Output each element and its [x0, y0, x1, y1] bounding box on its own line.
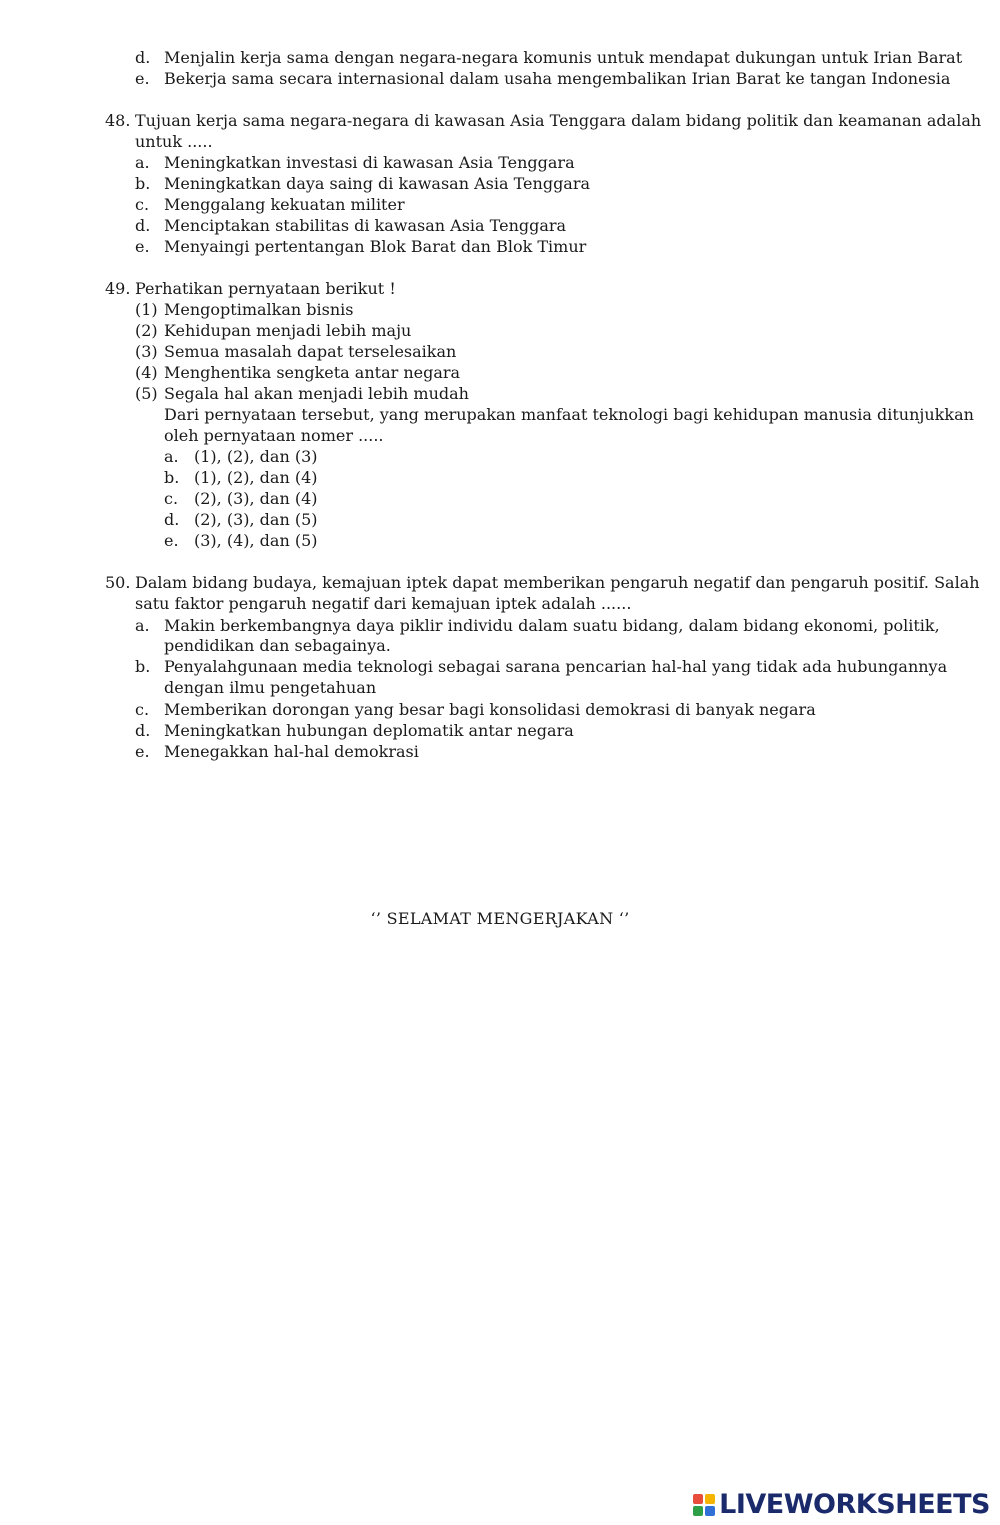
option-text: Menegakkan hal-hal demokrasi [164, 742, 419, 761]
option-text: Meningkatkan daya saing di kawasan Asia Tenggara [164, 174, 591, 193]
option-letter: c. [135, 195, 150, 214]
option-letter: b. [135, 657, 151, 676]
logo-square-green [693, 1506, 703, 1516]
option-letter: e. [135, 69, 150, 88]
option-letter: b. [135, 174, 151, 193]
option-letter: a. [164, 447, 179, 466]
statement-text: Menghentika sengketa antar negara [164, 363, 461, 382]
logo-icon [693, 1494, 715, 1516]
option-letter: c. [135, 700, 150, 719]
option-text: Menyaingi pertentangan Blok Barat dan Blok Timur [164, 237, 587, 256]
question-stem-cont: untuk ..... [135, 132, 213, 151]
option-text: Bekerja sama secara internasional dalam usaha mengembalikan Irian Barat ke tangan Indonesia [164, 69, 951, 88]
option-text: Menjalin kerja sama dengan negara-negara komunis untuk mendapat dukungan untuk Irian Barat [164, 48, 963, 67]
question-stem: Perhatikan pernyataan berikut ! [135, 279, 396, 298]
statement-number: (5) [135, 384, 158, 403]
option-text: Meningkatkan investasi di kawasan Asia Tenggara [164, 153, 575, 172]
closing-message: ‘’ SELAMAT MENGERJAKAN ‘’ [370, 909, 630, 928]
logo-text: LIVEWORKSHEETS [719, 1489, 990, 1520]
question-stem: Dalam bidang budaya, kemajuan iptek dapat memberikan pengaruh negatif dan pengaruh positif. Salah [135, 573, 980, 592]
question-stem: Tujuan kerja sama negara-negara di kawasan Asia Tenggara dalam bidang politik dan keamanan adalah [135, 111, 982, 130]
option-letter: c. [164, 489, 179, 508]
option-text: (1), (2), dan (3) [194, 447, 318, 466]
statement-number: (2) [135, 321, 158, 340]
option-letter: b. [164, 468, 180, 487]
question-number: 48. [105, 111, 131, 130]
question-stem-cont: satu faktor pengaruh negatif dari kemajuan iptek adalah ...... [135, 594, 632, 613]
logo-square-blue [705, 1506, 715, 1516]
option-text: Menggalang kekuatan militer [164, 195, 405, 214]
option-letter: e. [135, 237, 150, 256]
option-text: (1), (2), dan (4) [194, 468, 318, 487]
statement-number: (4) [135, 363, 158, 382]
option-letter: a. [135, 153, 150, 172]
question-number: 49. [105, 279, 131, 298]
logo-square-yellow [705, 1494, 715, 1504]
statement-number: (1) [135, 300, 158, 319]
statement-text: Segala hal akan menjadi lebih mudah [164, 384, 469, 403]
option-letter: e. [135, 742, 150, 761]
option-text: Penyalahgunaan media teknologi sebagai sarana pencarian hal-hal yang tidak ada hubungannya [164, 657, 948, 676]
option-text: (2), (3), dan (4) [194, 489, 318, 508]
question-number: 50. [105, 573, 131, 592]
option-letter: d. [135, 721, 151, 740]
statement-text: Mengoptimalkan bisnis [164, 300, 354, 319]
statement-number: (3) [135, 342, 158, 361]
logo-square-red [693, 1494, 703, 1504]
option-text: Menciptakan stabilitas di kawasan Asia Tenggara [164, 216, 567, 235]
option-text: Meningkatkan hubungan deplomatik antar negara [164, 721, 574, 740]
option-letter: a. [135, 616, 150, 635]
option-text: Makin berkembangnya daya piklir individu dalam suatu bidang, dalam bidang ekonomi, politik, [164, 616, 940, 635]
option-text: (3), (4), dan (5) [194, 531, 318, 550]
liveworksheets-logo[interactable] [693, 1490, 990, 1520]
option-text-cont: pendidikan dan sebagainya. [164, 636, 391, 655]
option-letter: e. [164, 531, 179, 550]
option-text-cont: dengan ilmu pengetahuan [164, 678, 377, 697]
sub-question-cont: oleh pernyataan nomer ..... [164, 426, 384, 445]
option-letter: d. [135, 48, 151, 67]
option-letter: d. [135, 216, 151, 235]
sub-question: Dari pernyataan tersebut, yang merupakan manfaat teknologi bagi kehidupan manusia ditunjukkan [164, 405, 974, 424]
statement-text: Kehidupan menjadi lebih maju [164, 321, 412, 340]
option-text: Memberikan dorongan yang besar bagi konsolidasi demokrasi di banyak negara [164, 700, 816, 719]
option-text: (2), (3), dan (5) [194, 510, 318, 529]
statement-text: Semua masalah dapat terselesaikan [164, 342, 457, 361]
option-letter: d. [164, 510, 180, 529]
